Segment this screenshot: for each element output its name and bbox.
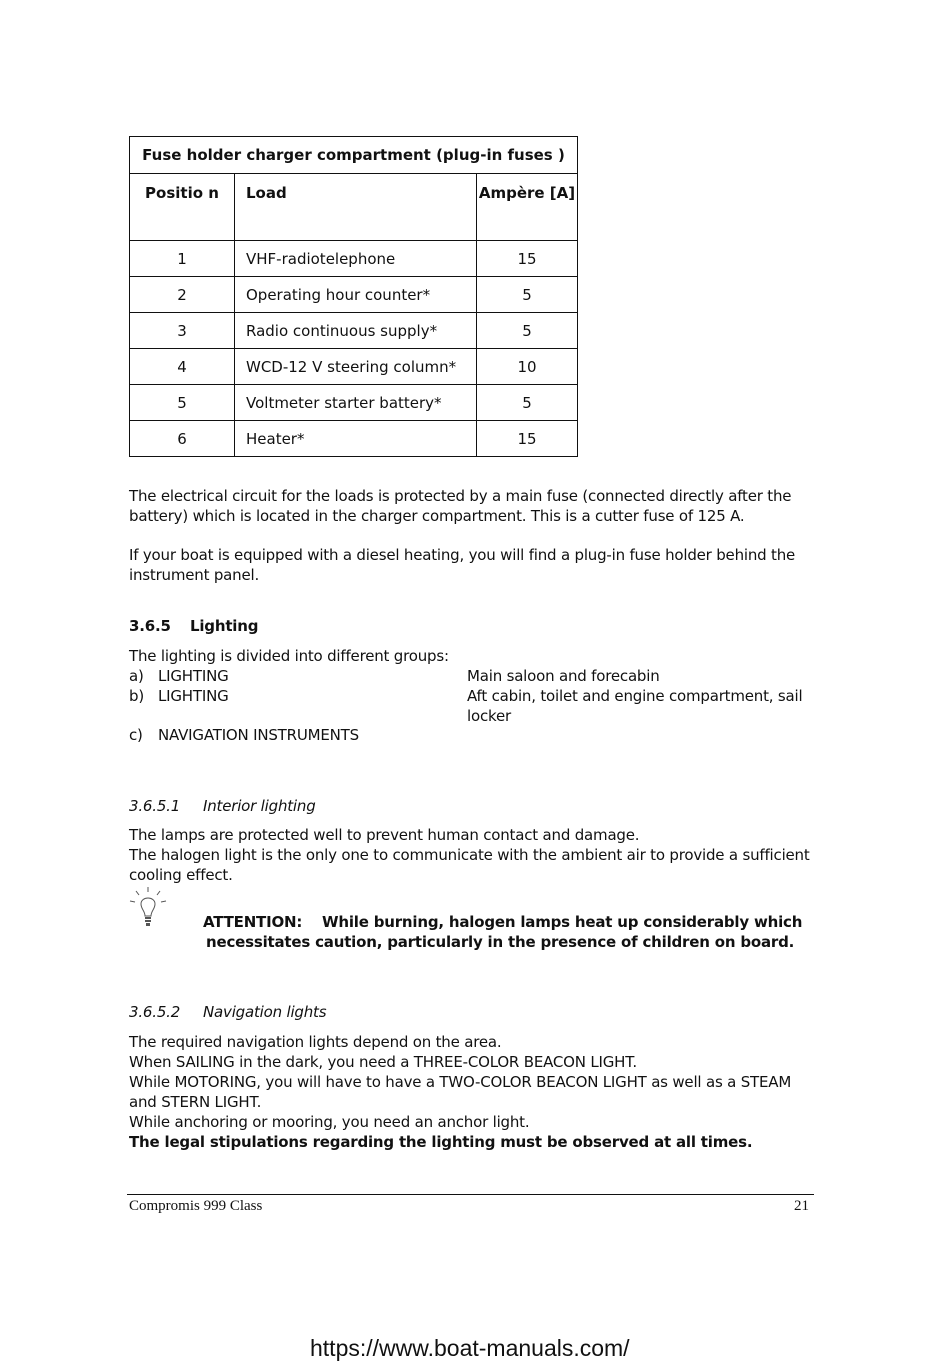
section-title-lighting: Lighting bbox=[190, 617, 259, 635]
list-item-name: NAVIGATION INSTRUMENTS bbox=[158, 726, 359, 744]
text-line: The electrical circuit for the loads is protected by a main fuse (connected directly after the bbox=[129, 487, 792, 505]
cell-load: Radio continuous supply* bbox=[235, 313, 477, 349]
list-item-letter: b) bbox=[129, 687, 144, 705]
cell-position: 5 bbox=[130, 385, 235, 421]
table-row bbox=[130, 241, 578, 277]
text-line: instrument panel. bbox=[129, 566, 260, 584]
text-line: If your boat is equipped with a diesel heating, you will find a plug-in fuse holder behind the bbox=[129, 546, 796, 564]
text-line: and STERN LIGHT. bbox=[129, 1093, 262, 1111]
section-heading-3-6-5 bbox=[129, 616, 171, 636]
attention-text-cont: necessitates caution, particularly in the presence of children on board. bbox=[206, 933, 795, 951]
fuse-table bbox=[129, 136, 578, 457]
cell-ampere: 5 bbox=[477, 313, 578, 349]
list-item-desc: Main saloon and forecabin bbox=[467, 667, 660, 685]
table-row bbox=[130, 313, 578, 349]
cell-load: Voltmeter starter battery* bbox=[235, 385, 477, 421]
table-title: Fuse holder charger compartment (plug-in fuses ) bbox=[130, 137, 578, 174]
cell-position: 3 bbox=[130, 313, 235, 349]
cell-ampere: 5 bbox=[477, 277, 578, 313]
source-url: https://www.boat-manuals.com/ bbox=[310, 1335, 630, 1361]
text-line: While anchoring or mooring, you need an anchor light. bbox=[129, 1113, 530, 1131]
section-number: 3.6.5.2 bbox=[129, 1003, 181, 1021]
text-line-bold: The legal stipulations regarding the lighting must be observed at all times. bbox=[129, 1133, 753, 1151]
cell-ampere: 15 bbox=[477, 421, 578, 457]
section-title-navigation-lights: Navigation lights bbox=[203, 1003, 327, 1021]
list-item-letter: c) bbox=[129, 726, 143, 744]
table-row bbox=[130, 385, 578, 421]
attention-label: ATTENTION: bbox=[203, 913, 303, 931]
cell-position: 2 bbox=[130, 277, 235, 313]
cell-ampere: 5 bbox=[477, 385, 578, 421]
header-ampere: Ampère [A] bbox=[477, 174, 578, 241]
section-number: 3.6.5 bbox=[129, 617, 171, 635]
text-line: When SAILING in the dark, you need a THREE-COLOR BEACON LIGHT. bbox=[129, 1053, 637, 1071]
footer-title: Compromis 999 Class bbox=[129, 1198, 263, 1214]
section-title-interior-lighting: Interior lighting bbox=[203, 797, 316, 815]
header-position: Positio n bbox=[130, 174, 235, 241]
cell-position: 6 bbox=[130, 421, 235, 457]
text-line: cooling effect. bbox=[129, 866, 233, 884]
section-number: 3.6.5.1 bbox=[129, 797, 181, 815]
footer-divider bbox=[127, 1194, 814, 1195]
list-item-letter: a) bbox=[129, 667, 144, 685]
text-line: The halogen light is the only one to communicate with the ambient air to provide a sufficient bbox=[129, 846, 810, 864]
list-item-desc-cont: locker bbox=[467, 707, 511, 725]
text-line: The lamps are protected well to prevent human contact and damage. bbox=[129, 826, 640, 844]
text-line: battery) which is located in the charger compartment. This is a cutter fuse of 125 A. bbox=[129, 507, 745, 525]
cell-position: 4 bbox=[130, 349, 235, 385]
heating-paragraph bbox=[129, 545, 795, 585]
cell-load: Operating hour counter* bbox=[235, 277, 477, 313]
attention-text: While burning, halogen lamps heat up considerably which bbox=[322, 913, 803, 931]
navigation-paragraph bbox=[129, 1032, 791, 1152]
cell-ampere: 10 bbox=[477, 349, 578, 385]
cell-load: VHF-radiotelephone bbox=[235, 241, 477, 277]
light-bulb-icon bbox=[128, 886, 168, 930]
cell-load: Heater* bbox=[235, 421, 477, 457]
lighting-intro: The lighting is divided into different groups: bbox=[129, 647, 449, 665]
text-line: While MOTORING, you will have to have a TWO-COLOR BEACON LIGHT as well as a STEAM bbox=[129, 1073, 792, 1091]
table-row bbox=[130, 421, 578, 457]
header-load: Load bbox=[235, 174, 477, 241]
list-item-desc: Aft cabin, toilet and engine compartment, sail bbox=[467, 687, 803, 705]
cell-ampere: 15 bbox=[477, 241, 578, 277]
text-line: The required navigation lights depend on the area. bbox=[129, 1033, 502, 1051]
table-title-row bbox=[130, 137, 578, 174]
table-row bbox=[130, 349, 578, 385]
interior-paragraph bbox=[129, 825, 810, 885]
list-item-name: LIGHTING bbox=[158, 667, 229, 685]
table-header-row bbox=[130, 174, 578, 241]
list-item-name: LIGHTING bbox=[158, 687, 229, 705]
table-row bbox=[130, 277, 578, 313]
cell-load: WCD-12 V steering column* bbox=[235, 349, 477, 385]
cell-position: 1 bbox=[130, 241, 235, 277]
page-number: 21 bbox=[794, 1198, 809, 1214]
fuse-paragraph bbox=[129, 486, 791, 526]
